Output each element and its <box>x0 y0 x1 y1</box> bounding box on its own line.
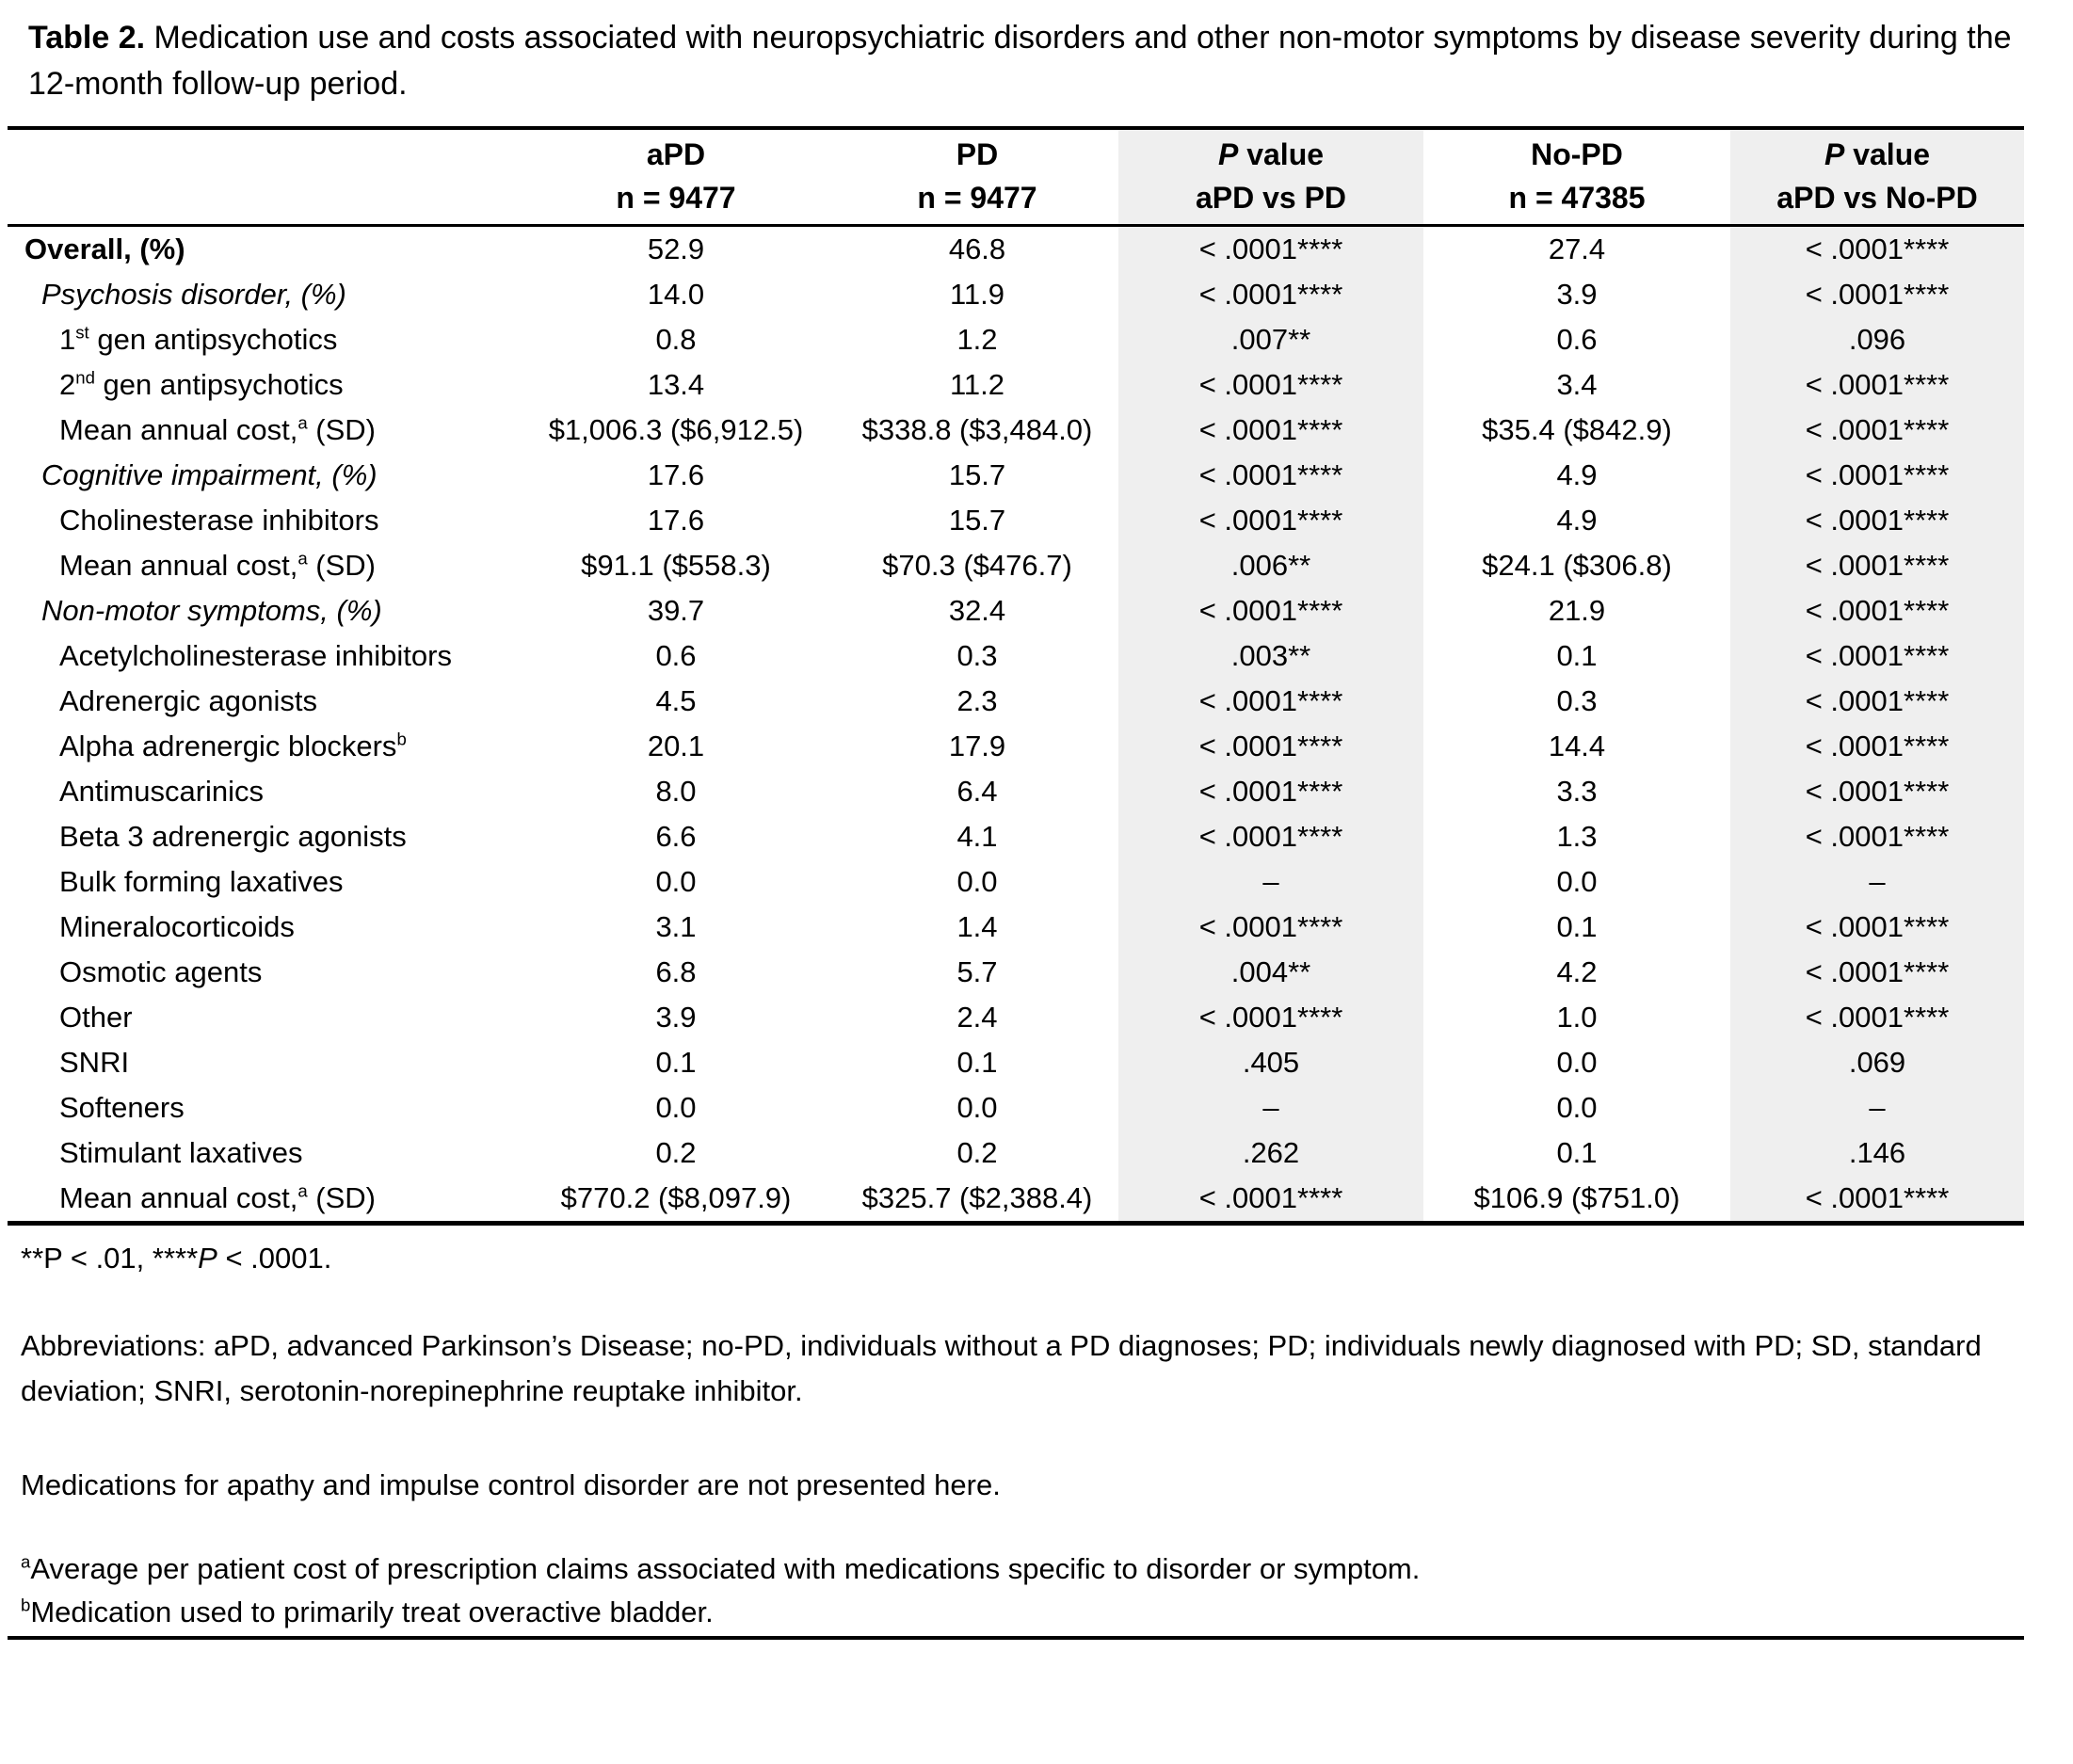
header-apd-title: aPD <box>646 137 706 171</box>
cell-pd-value: 6.4 <box>956 775 998 808</box>
cell-pvalue-apd-vs-pd: < .0001**** <box>1118 814 1423 859</box>
table-row <box>8 1131 2024 1176</box>
cell-label: Mean annual cost,$^a$ (SD) <box>59 1180 376 1214</box>
footnote-a: $^a$Average per patient cost of prescription claims associated with medications specific to disorder or symptom. <box>21 1551 1421 1585</box>
cell-pvalue-apd-vs-pd: – <box>1118 859 1423 905</box>
table-row <box>8 724 2024 769</box>
cell-pvalue-apd-vs-nopd: < .0001**** <box>1730 498 2024 543</box>
cell-pvalue-apd-vs-pd: < .0001**** <box>1118 769 1423 814</box>
cell-nopd-value: $24.1 ($306.8) <box>1482 549 1672 582</box>
cell-apd-value: 8.0 <box>655 775 697 808</box>
cell-label: SNRI <box>59 1046 130 1079</box>
cell-apd-value: 20.1 <box>647 730 705 762</box>
cell-pvalue-apd-vs-nopd: .069 <box>1730 1040 2024 1085</box>
cell-pd-value: 11.9 <box>949 278 1005 311</box>
cell-label: Alpha adrenergic blockers$^b$ <box>59 729 407 762</box>
cell-nopd-value: 1.3 <box>1556 820 1598 853</box>
table-row <box>8 1176 2024 1224</box>
header-pvalue1-sub: aPD vs PD <box>1195 181 1347 215</box>
cell-pd-value: 0.0 <box>956 1091 998 1124</box>
cell-nopd-value: 0.0 <box>1556 865 1598 898</box>
cell-pvalue-apd-vs-pd: .007** <box>1118 317 1423 362</box>
cell-nopd-value: 0.1 <box>1556 639 1598 672</box>
cell-pd-value: 2.3 <box>956 684 998 717</box>
cell-nopd-value: $35.4 ($842.9) <box>1482 413 1672 446</box>
table-row <box>8 814 2024 859</box>
abbreviations-note: Abbreviations: aPD, advanced Parkinson’s Disease; no-PD, individuals without a PD diagnoses; PD; individuals newly diagnosed with PD; SD, standard deviation; SNRI, serotonin-norepinephrine reuptake inhibitor. <box>21 1329 1982 1407</box>
cell-apd-value: 4.5 <box>655 684 697 717</box>
table-caption-line1: Medication use and costs associated with neuropsychiatric disorders and other non-motor symptoms by disease severity during the <box>153 20 2012 56</box>
header-pvalue2-sub: aPD vs No-PD <box>1776 181 1978 215</box>
cell-pvalue-apd-vs-nopd: < .0001**** <box>1730 1176 2024 1224</box>
cell-label: Osmotic agents <box>59 955 263 988</box>
cell-pvalue-apd-vs-nopd: < .0001**** <box>1730 588 2024 633</box>
cell-nopd-value: 3.3 <box>1556 775 1598 808</box>
cell-pvalue-apd-vs-nopd: < .0001**** <box>1730 226 2024 273</box>
cell-pvalue-apd-vs-nopd: – <box>1730 859 2024 905</box>
header-row <box>8 128 2024 226</box>
cell-pvalue-apd-vs-pd: < .0001**** <box>1118 272 1423 317</box>
header-pvalue2-title: P value <box>1824 137 1931 171</box>
table-row <box>8 543 2024 588</box>
cell-apd-value: $1,006.3 ($6,912.5) <box>548 413 804 446</box>
header-pd-title: PD <box>956 137 999 171</box>
cell-apd-value: 14.0 <box>647 278 705 311</box>
cell-label: Non-motor symptoms, (%) <box>41 594 382 627</box>
cell-nopd-value: 0.3 <box>1556 684 1598 717</box>
cell-apd-value: 13.4 <box>647 368 705 401</box>
cell-apd-value: 17.6 <box>647 458 705 491</box>
cell-pvalue-apd-vs-nopd: < .0001**** <box>1730 950 2024 995</box>
cell-pd-value: 5.7 <box>956 955 998 988</box>
cell-pd-value: $325.7 ($2,388.4) <box>861 1181 1093 1214</box>
medications-note: Medications for apathy and impulse control disorder are not presented here. <box>21 1468 1001 1501</box>
cell-apd-value: 3.1 <box>655 910 697 943</box>
cell-nopd-value: 0.6 <box>1556 323 1598 356</box>
cell-pd-value: 1.2 <box>956 323 998 356</box>
table-header <box>8 128 2024 226</box>
cell-pd-value: 15.7 <box>948 504 1006 537</box>
table-row <box>8 226 2024 273</box>
cell-pd-value: 15.7 <box>948 458 1006 491</box>
significance-note: **P < .01, ****P < .0001. <box>21 1242 332 1275</box>
cell-pvalue-apd-vs-pd: < .0001**** <box>1118 679 1423 724</box>
cell-pd-value: 2.4 <box>956 1001 998 1034</box>
footnote-b: $^b$Medication used to primarily treat overactive bladder. <box>21 1595 714 1628</box>
medication-table <box>8 126 2024 1226</box>
cell-apd-value: 0.0 <box>655 1091 697 1124</box>
header-pvalue1-title: P value <box>1217 137 1325 171</box>
table-row <box>8 633 2024 679</box>
cell-pvalue-apd-vs-nopd: < .0001**** <box>1730 905 2024 950</box>
cell-pvalue-apd-vs-nopd: < .0001**** <box>1730 995 2024 1040</box>
table-row <box>8 950 2024 995</box>
cell-nopd-value: 0.1 <box>1556 910 1598 943</box>
table-row <box>8 1085 2024 1131</box>
cell-label: Mean annual cost,$^a$ (SD) <box>59 548 376 582</box>
cell-pvalue-apd-vs-nopd: < .0001**** <box>1730 453 2024 498</box>
cell-pvalue-apd-vs-pd: < .0001**** <box>1118 408 1423 453</box>
cell-apd-value: 0.1 <box>655 1046 697 1079</box>
cell-label: Antimuscarinics <box>59 775 265 808</box>
cell-apd-value: 0.0 <box>655 865 697 898</box>
cell-label: Mean annual cost,$^a$ (SD) <box>59 412 376 446</box>
cell-apd-value: 6.6 <box>655 820 697 853</box>
cell-label: Adrenergic agonists <box>59 684 317 717</box>
cell-label: Mineralocorticoids <box>59 910 295 943</box>
table-row <box>8 362 2024 408</box>
cell-pvalue-apd-vs-nopd: – <box>1730 1085 2024 1131</box>
header-nopd-n: n = 47385 <box>1508 181 1646 215</box>
cell-nopd-value: 4.2 <box>1556 955 1598 988</box>
cell-pvalue-apd-vs-nopd: < .0001**** <box>1730 724 2024 769</box>
cell-apd-value: $91.1 ($558.3) <box>581 549 771 582</box>
cell-pvalue-apd-vs-pd: < .0001**** <box>1118 905 1423 950</box>
table-row <box>8 679 2024 724</box>
cell-label: Bulk forming laxatives <box>59 865 344 898</box>
cell-pvalue-apd-vs-pd: < .0001**** <box>1118 724 1423 769</box>
table-caption-line2: 12-month follow-up period. <box>28 66 408 102</box>
header-nopd <box>1423 128 1730 226</box>
cell-label: Cognitive impairment, (%) <box>41 458 378 491</box>
cell-apd-value: 0.2 <box>655 1136 697 1169</box>
cell-label: Cholinesterase inhibitors <box>59 504 379 537</box>
table-row <box>8 453 2024 498</box>
cell-apd-value: 0.8 <box>655 323 697 356</box>
cell-pvalue-apd-vs-pd: < .0001**** <box>1118 588 1423 633</box>
cell-label: Psychosis disorder, (%) <box>41 278 346 311</box>
cell-nopd-value: 0.0 <box>1556 1091 1598 1124</box>
cell-pd-value: $338.8 ($3,484.0) <box>861 413 1093 446</box>
table-caption <box>28 15 2049 107</box>
cell-pvalue-apd-vs-pd: .006** <box>1118 543 1423 588</box>
cell-apd-value: $770.2 ($8,097.9) <box>560 1181 792 1214</box>
cell-pvalue-apd-vs-pd: < .0001**** <box>1118 995 1423 1040</box>
cell-pvalue-apd-vs-pd: .004** <box>1118 950 1423 995</box>
header-pvalue-apd-vs-pd <box>1118 128 1423 226</box>
cell-pd-value: 11.2 <box>949 368 1005 401</box>
cell-pvalue-apd-vs-nopd: < .0001**** <box>1730 679 2024 724</box>
cell-nopd-value: $106.9 ($751.0) <box>1473 1181 1680 1214</box>
table-row <box>8 995 2024 1040</box>
cell-pvalue-apd-vs-pd: < .0001**** <box>1118 453 1423 498</box>
table-caption-label: Table 2. <box>28 20 146 56</box>
cell-label: Overall, (%) <box>24 233 185 265</box>
cell-nopd-value: 0.0 <box>1556 1046 1598 1079</box>
cell-pvalue-apd-vs-pd: .003** <box>1118 633 1423 679</box>
cell-pd-value: 0.3 <box>956 639 998 672</box>
cell-pvalue-apd-vs-nopd: < .0001**** <box>1730 272 2024 317</box>
header-pd <box>836 128 1118 226</box>
cell-nopd-value: 0.1 <box>1556 1136 1598 1169</box>
table-row <box>8 905 2024 950</box>
cell-apd-value: 39.7 <box>647 594 705 627</box>
cell-apd-value: 6.8 <box>655 955 697 988</box>
cell-pvalue-apd-vs-nopd: .146 <box>1730 1131 2024 1176</box>
table-row <box>8 317 2024 362</box>
cell-pd-value: 0.1 <box>956 1046 998 1079</box>
cell-label: Beta 3 adrenergic agonists <box>59 820 407 853</box>
header-apd <box>516 128 836 226</box>
cell-nopd-value: 21.9 <box>1548 594 1606 627</box>
cell-pvalue-apd-vs-nopd: < .0001**** <box>1730 408 2024 453</box>
cell-pd-value: $70.3 ($476.7) <box>882 549 1072 582</box>
table-row <box>8 859 2024 905</box>
cell-pd-value: 0.2 <box>956 1136 998 1169</box>
cell-pvalue-apd-vs-pd: < .0001**** <box>1118 498 1423 543</box>
cell-pd-value: 46.8 <box>948 233 1006 265</box>
cell-nopd-value: 3.9 <box>1556 278 1598 311</box>
cell-pvalue-apd-vs-pd: .405 <box>1118 1040 1423 1085</box>
cell-nopd-value: 4.9 <box>1556 458 1598 491</box>
bottom-rule <box>8 1636 2024 1640</box>
cell-label: 1st gen antipsychotics <box>59 322 338 356</box>
cell-nopd-value: 4.9 <box>1556 504 1598 537</box>
header-empty <box>8 128 516 226</box>
header-apd-n: n = 9477 <box>616 181 736 215</box>
cell-pvalue-apd-vs-nopd: < .0001**** <box>1730 633 2024 679</box>
cell-pvalue-apd-vs-nopd: < .0001**** <box>1730 769 2024 814</box>
cell-pvalue-apd-vs-pd: .262 <box>1118 1131 1423 1176</box>
cell-pd-value: 1.4 <box>956 910 998 943</box>
table-body <box>8 226 2024 1224</box>
cell-apd-value: 17.6 <box>647 504 705 537</box>
cell-label: Acetylcholinesterase inhibitors <box>59 639 452 672</box>
header-pvalue-apd-vs-nopd <box>1730 128 2024 226</box>
cell-pd-value: 4.1 <box>956 820 998 853</box>
cell-nopd-value: 3.4 <box>1556 368 1598 401</box>
table-row <box>8 408 2024 453</box>
cell-label: Stimulant laxatives <box>59 1136 303 1169</box>
header-nopd-title: No-PD <box>1531 137 1623 171</box>
cell-pvalue-apd-vs-nopd: < .0001**** <box>1730 543 2024 588</box>
table-row <box>8 769 2024 814</box>
cell-pvalue-apd-vs-nopd: < .0001**** <box>1730 814 2024 859</box>
cell-apd-value: 0.6 <box>655 639 697 672</box>
cell-pd-value: 0.0 <box>956 865 998 898</box>
cell-apd-value: 52.9 <box>647 233 705 265</box>
cell-pvalue-apd-vs-nopd: < .0001**** <box>1730 362 2024 408</box>
cell-pd-value: 32.4 <box>948 594 1006 627</box>
header-pd-n: n = 9477 <box>917 181 1037 215</box>
cell-pd-value: 17.9 <box>948 730 1006 762</box>
table-row <box>8 588 2024 633</box>
cell-pvalue-apd-vs-pd: – <box>1118 1085 1423 1131</box>
cell-pvalue-apd-vs-pd: < .0001**** <box>1118 1176 1423 1224</box>
cell-pvalue-apd-vs-pd: < .0001**** <box>1118 226 1423 273</box>
table-row <box>8 1040 2024 1085</box>
cell-pvalue-apd-vs-nopd: .096 <box>1730 317 2024 362</box>
cell-apd-value: 3.9 <box>655 1001 697 1034</box>
cell-label: 2nd gen antipsychotics <box>59 367 344 401</box>
cell-nopd-value: 27.4 <box>1548 233 1606 265</box>
cell-label: Other <box>59 1001 133 1034</box>
cell-pvalue-apd-vs-pd: < .0001**** <box>1118 362 1423 408</box>
cell-nopd-value: 14.4 <box>1548 730 1606 762</box>
table-row <box>8 498 2024 543</box>
cell-label: Softeners <box>59 1091 185 1124</box>
cell-nopd-value: 1.0 <box>1556 1001 1598 1034</box>
table-row <box>8 272 2024 317</box>
